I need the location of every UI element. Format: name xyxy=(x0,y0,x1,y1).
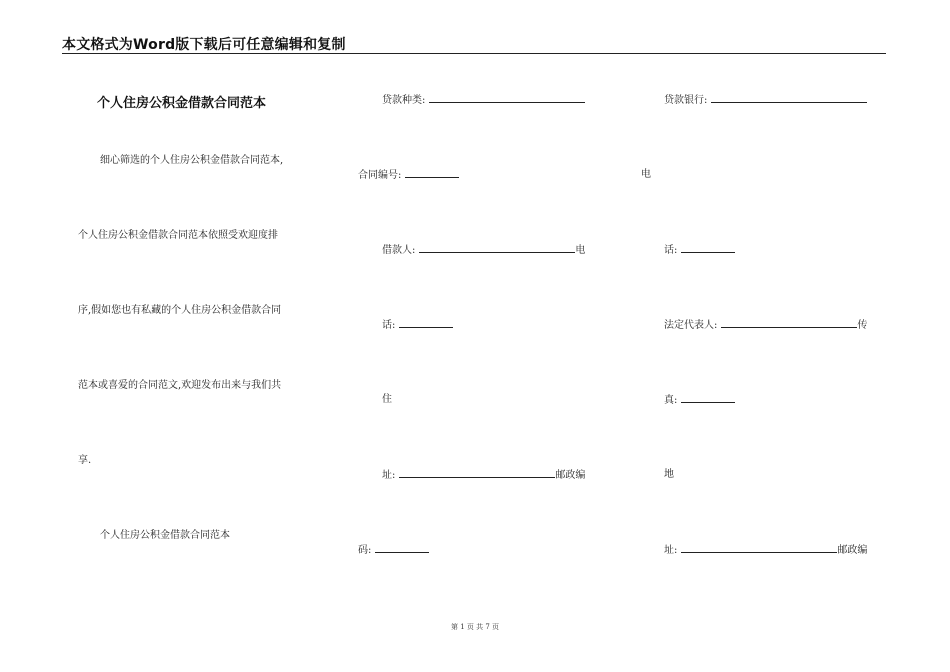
contract-no-blank[interactable] xyxy=(405,168,459,178)
borrower-blank[interactable] xyxy=(419,243,575,253)
intro-line-1: 细心筛选的个人住房公积金借款合同范本, xyxy=(100,155,284,166)
bank-field xyxy=(664,93,867,108)
borrower-postcode-label: 码: xyxy=(358,545,372,556)
borrower-postcode-field xyxy=(358,543,429,558)
borrower-postcode-blank[interactable] xyxy=(375,543,429,553)
loan-type-label: 贷款种类: xyxy=(382,95,426,106)
page-number: 第 1 页 共 7 页 xyxy=(450,623,500,631)
borrower-address-label: 址: xyxy=(382,470,396,481)
borrower-field xyxy=(382,243,585,258)
fax-start: 传 xyxy=(857,320,868,331)
bank-address-field xyxy=(664,543,867,558)
bank-phone-blank[interactable] xyxy=(681,243,735,253)
borrower-address-blank[interactable] xyxy=(399,468,555,478)
fax-blank[interactable] xyxy=(681,393,735,403)
borrower-phone-label: 话: xyxy=(382,320,396,331)
document-title: 个人住房公积金借款合同范本 xyxy=(97,96,267,111)
borrower-label: 借款人: xyxy=(382,245,416,256)
bank-phone-start: 电 xyxy=(641,169,651,180)
bank-address-label: 址: xyxy=(664,545,678,556)
loan-type-field xyxy=(382,93,585,108)
page-header xyxy=(62,33,886,54)
borrower-postcode-prefix: 邮政编 xyxy=(555,470,586,481)
bank-address-blank[interactable] xyxy=(681,543,837,553)
intro-line-5: 享. xyxy=(78,455,92,466)
bank-phone-field xyxy=(664,243,735,258)
intro-line-4: 范本或喜爱的合同范文,欢迎发布出来与我们共 xyxy=(78,380,282,391)
legal-rep-field xyxy=(664,318,867,333)
intro-line-3: 序,假如您也有私藏的个人住房公积金借款合同 xyxy=(78,305,282,316)
header-text: 本文格式为Word版下载后可任意编辑和复制 xyxy=(62,37,346,53)
loan-type-blank[interactable] xyxy=(429,93,585,103)
borrower-address-start: 住 xyxy=(382,394,392,405)
borrower-phone-blank[interactable] xyxy=(399,318,453,328)
bank-address-start: 地 xyxy=(664,469,674,480)
bank-blank[interactable] xyxy=(711,93,867,103)
bank-phone-label: 话: xyxy=(664,245,678,256)
borrower-phone-field xyxy=(382,318,453,333)
borrower-address-field xyxy=(382,468,585,483)
fax-label: 真: xyxy=(664,395,678,406)
fax-field xyxy=(664,393,735,408)
contract-no-label: 合同编号: xyxy=(358,170,402,181)
legal-rep-label: 法定代表人: xyxy=(664,320,718,331)
bank-label: 贷款银行: xyxy=(664,95,708,106)
intro-line-2: 个人住房公积金借款合同范本依照受欢迎度排 xyxy=(78,230,278,241)
borrower-tail: 电 xyxy=(575,245,586,256)
legal-rep-blank[interactable] xyxy=(721,318,857,328)
subtitle: 个人住房公积金借款合同范本 xyxy=(100,530,230,541)
bank-postcode-prefix: 邮政编 xyxy=(837,545,868,556)
contract-no-field xyxy=(358,168,459,183)
